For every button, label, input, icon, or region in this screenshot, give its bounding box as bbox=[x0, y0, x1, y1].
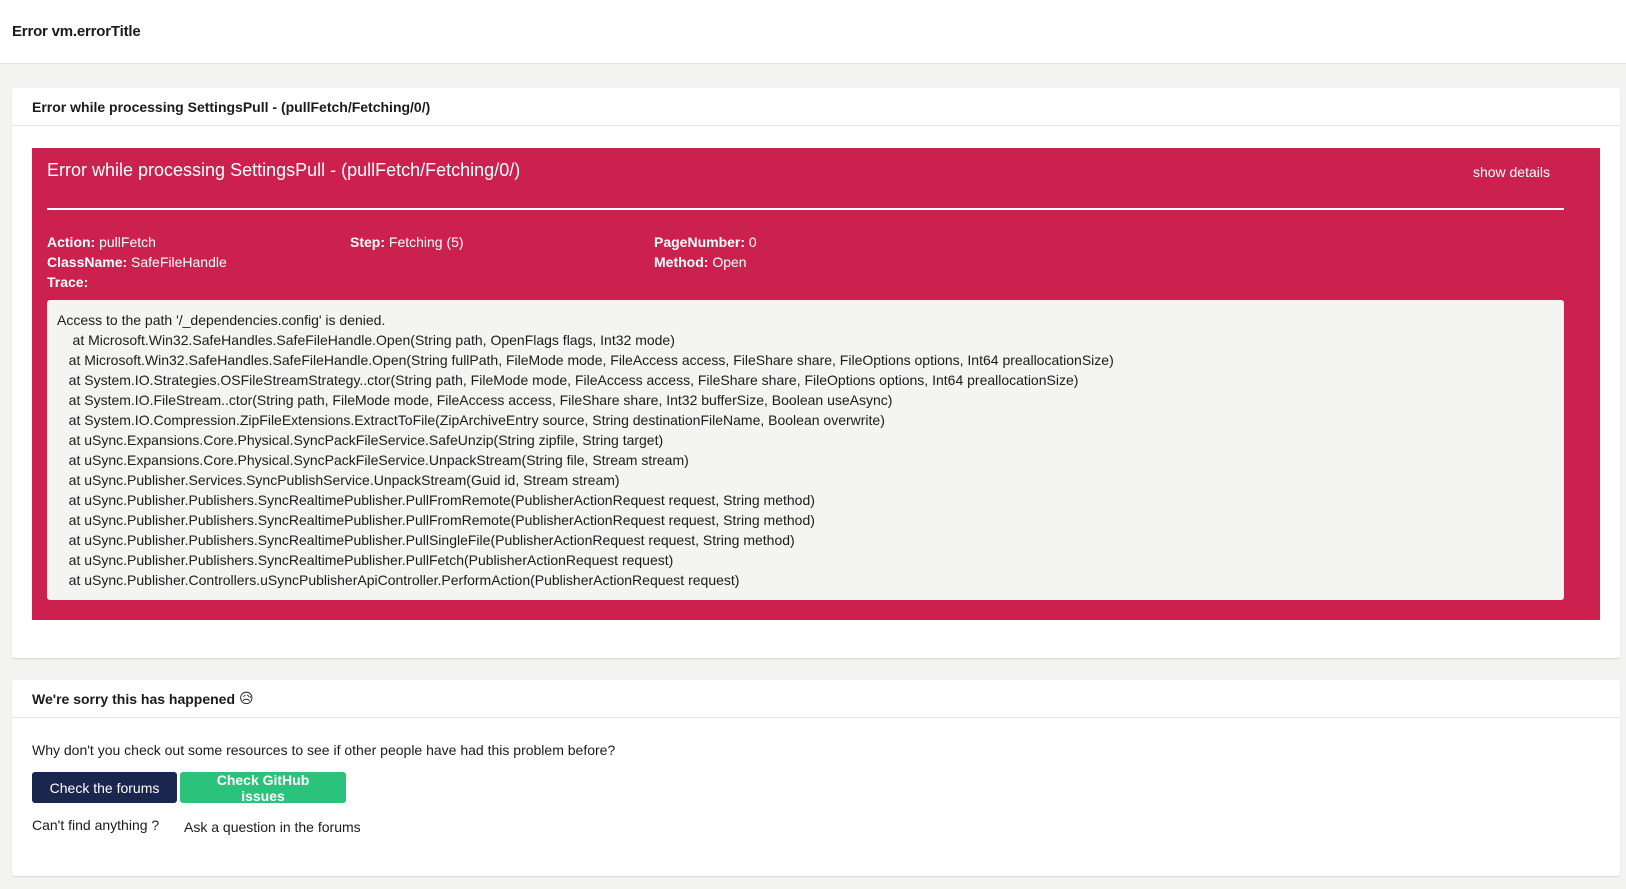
error-panel-heading: Error while processing SettingsPull - (pullFetch/Fetching/0/) bbox=[12, 88, 1620, 126]
step-value: Fetching (5) bbox=[388, 234, 464, 250]
sad-face-icon: 😥 bbox=[239, 690, 254, 707]
top-bar bbox=[0, 0, 1626, 64]
method-label: Method: bbox=[654, 254, 709, 270]
trace-label: Trace: bbox=[47, 274, 89, 290]
pagenumber-label: PageNumber: bbox=[654, 234, 746, 250]
action-label: Action: bbox=[47, 234, 96, 250]
classname-value: SafeFileHandle bbox=[131, 254, 227, 270]
method-row bbox=[654, 252, 757, 272]
classname-row bbox=[47, 252, 227, 272]
step-label: Step: bbox=[350, 234, 385, 250]
pagenumber-value: 0 bbox=[748, 234, 757, 250]
cant-find-text: Can't find anything ? bbox=[32, 817, 160, 833]
help-heading-text: We're sorry this has happened bbox=[32, 690, 236, 707]
error-panel bbox=[12, 88, 1620, 658]
action-row bbox=[47, 232, 227, 252]
check-forums-button[interactable]: Check the forums bbox=[32, 772, 177, 803]
ask-question-link[interactable]: Ask a question in the forums bbox=[184, 819, 361, 835]
classname-label: ClassName: bbox=[47, 254, 128, 270]
show-details-link[interactable]: show details bbox=[1472, 164, 1550, 180]
pagenumber-row bbox=[654, 232, 757, 252]
trace-row bbox=[47, 272, 227, 292]
check-github-issues-button[interactable]: Check GitHub issues bbox=[180, 772, 346, 803]
page-title: Error vm.errorTitle bbox=[12, 23, 141, 40]
action-value: pullFetch bbox=[99, 234, 156, 250]
stack-trace: Access to the path '/_dependencies.config' is denied. at Microsoft.Win32.SafeHandles.SafeFileHandle.Open(String path, OpenFlags flags, Int32 mode) at Microsoft.Win32.SafeHandles.SafeFileHandle.Open(String fullPath, FileMode mode, FileAccess access, FileShare share, FileOptions options, Int64 preallocationSize) at System.IO.Strategies.OSFileStreamStrategy..ctor(String path, FileMode mode, FileAccess access, FileShare share, FileOptions options, Int64 preallocationSize) at System.IO.FileStream..ctor(String path, FileMode mode, FileAccess access, FileShare share, Int32 bufferSize, Boolean useAsync) at System.IO.Compression.ZipFileExtensions.ExtractToFile(ZipArchiveEntry source, String destinationFileName, Boolean overwrite) at uSync.Expansions.Core.Physical.SyncPackFileService.SafeUnzip(String zipfile, String target) at uSync.Expansions.Core.Physical.SyncPackFileService.UnpackStream(String file, Stream stream) at uSync.Publisher.Services.SyncPublishService.UnpackStream(Guid id, Stream stream) at uSync.Publisher.Publishers.SyncRealtimePublisher.PullFromRemote(PublisherActionRequest request, String method) at uSync.Publisher.Publishers.SyncRealtimePublisher.PullFromRemote(PublisherActionRequest request, String method) at uSync.Publisher.Publishers.SyncRealtimePublisher.PullSingleFile(PublisherActionRequest request, String method) at uSync.Publisher.Publishers.SyncRealtimePublisher.PullFetch(PublisherActionRequest request) at uSync.Publisher.Controllers.uSyncPublisherApiController.PerformAction(PublisherActionRequest request) bbox=[47, 300, 1564, 600]
error-meta-column-1 bbox=[47, 232, 227, 292]
error-box-title: Error while processing SettingsPull - (pullFetch/Fetching/0/) bbox=[47, 160, 521, 180]
error-meta-column-3 bbox=[654, 232, 757, 272]
error-box bbox=[32, 148, 1600, 620]
help-panel bbox=[12, 680, 1620, 876]
help-panel-heading bbox=[12, 680, 1620, 718]
help-text: Why don't you check out some resources to see if other people have had this problem before? bbox=[32, 742, 616, 758]
error-meta-column-2 bbox=[350, 232, 464, 252]
step-row bbox=[350, 232, 464, 252]
error-divider bbox=[47, 208, 1564, 210]
method-value: Open bbox=[712, 254, 747, 270]
